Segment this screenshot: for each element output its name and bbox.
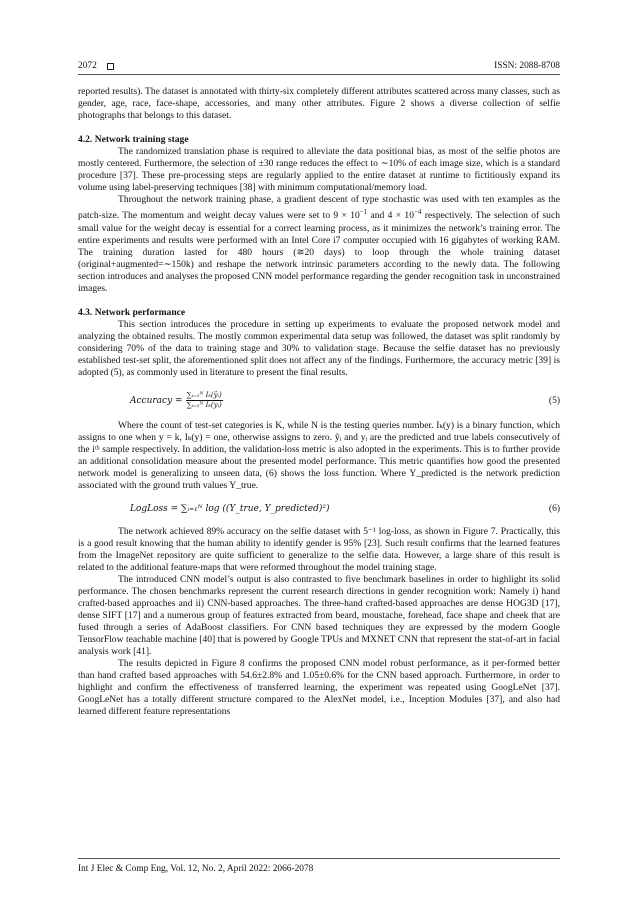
equation-6 (78, 503, 560, 515)
footer-rule (78, 858, 560, 859)
journal-footer: Int J Elec & Comp Eng, Vol. 12, No. 2, April 2022: 2066-2078 (78, 864, 314, 874)
equation-expression: LogLoss = ∑ᵢ₌₁ᴺ log ((Y_true, Y_predicted)²) (130, 504, 330, 515)
equation-number: (6) (548, 504, 560, 515)
paragraph: The results depicted in Figure 8 confirms the proposed CNN model robust performance, as it per-formed better than hand crafted based approaches with 54.6±2.8% and 1.05±0.6% for the CNN based approach. Furthermore, in order to highlight and confirm the effectiveness of transferred learning, the experiment was repeated using GoogLeNet [37]. GoogLeNet has a totally different structure compared to the AlexNet model, i.e., Inception Modules [37], and also had learned different feature representations (78, 658, 560, 718)
equation-denominator: ∑ᵢ₌₁ᴺ Iₖ(yᵢ) (186, 401, 222, 410)
equation-numerator: ∑ᵢ₌₁ᴺ Iₖ(ŷᵢ) (186, 391, 222, 400)
header-rule (78, 74, 560, 75)
paragraph: Throughout the network training phase, a gradient descent of type stochastic was used with ten examples as the patch-size. The momentum and weight decay values were set to $9 \times 10^{-1}$ and $4 \times 10^{-4}$ respectively. The selection of such small value for the weight decay is essential for a correct learning process, as it minimizes the network’s training error. The entire experiments and results were performed with an Intel Core i7 computer occupied with 16 gigabytes of working RAM. The training duration lasted for 480 hours (≅20 days) to loop through the whole training dataset (original+augmented=∼150k) and reshape the network intrinsic parameters according to the newly data. The following section introduces and analyses the proposed CNN model performance regarding the gender recognition task in unconstrained images. (78, 194, 560, 294)
paragraph: The network achieved 89% accuracy on the selfie dataset with 5⁻¹ log-loss, as shown in Figure 7. Practically, this is a good result knowing that the human ability to identify gender is 95% [23]. Such result confirms that the learned features from the ImageNet repository are quite sufficient to generalize to the selfie data. However, a large share of this result is related to the additional feature-maps that were reformed throughout the model training stage. (78, 525, 560, 573)
checkbox-square-icon (107, 63, 114, 70)
paragraph: Where the count of test-set categories is K, while N is the testing queries number. Iₖ(y) is a binary function, which assigns to one when y = k, Iₖ(y) = one, otherwise assigns to zero. ŷᵢ and yᵢ are the predicted and true labels consecutively of the iᵗʰ sample respectively. In addition, the validation-loss metric is also adopted in the experiments. This is to further provide an additional consolidation measure about the presented model performance. This metric quantifies how good the presented network model is generalizing to unseen data, (6) shows the loss function. Where Y_predicted is the network prediction associated with the ground truth values Y_true. (78, 420, 560, 492)
article-body (78, 86, 560, 718)
section-heading: 4.2. Network training stage (78, 134, 189, 146)
paragraph: The introduced CNN model’s output is also contrasted to five benchmark baselines in order to highlight its solid performance. The chosen benchmarks represent the current research directions in gender recognition work: Namely i) hand crafted-based approaches and ii) CNN-based approaches. The three-hand crafted-based approaches are dense HOG3D [17], dense SIFT [17] and a numerous group of features extracted from beard, moustache, forehead, face shape and cheek that are fused through a series of AdaBoost classifiers. For CNN based techniques they are expressed by the modern Google TensorFlow teachable machine [40] that is powered by Google TPUs and MXNET CNN that represent the stat-of-art in facial analysis work [41]. (78, 573, 560, 657)
paragraph: This section introduces the procedure in setting up experiments to evaluate the proposed network model and analyzing the obtained results. The mostly common experimental data setup was followed, the dataset was split randomly by considering 70% of the data to training stage and 30% to validation stage. Because the selfie dataset has no previously established test-set split, the aforementioned split does not affect any of the findings. Furthermore, the accuracy metric [39] is adopted (5), as commonly used in literature to present the final results. (78, 318, 560, 379)
page-number: 2072 (78, 61, 97, 71)
issn-label: ISSN: 2088-8708 (494, 61, 560, 71)
section-heading: 4.3. Network performance (78, 306, 186, 318)
equation-lhs: Accuracy = (130, 395, 183, 406)
page-header (78, 57, 560, 71)
equation-fraction (186, 391, 223, 410)
paragraph: reported results). The dataset is annotated with thirty-six completely different attributes scattered across many classes, such as gender, age, race, face-shape, accessories, and many other attributes. Figure 2 shows a diverse collection of selfie photographs that belongs to this dataset. (78, 86, 560, 122)
equation-number: (5) (548, 395, 560, 406)
equation-5 (78, 391, 560, 410)
paragraph: The randomized translation phase is required to alleviate the data positional bias, as most of the selfie photos are mostly centered. Furthermore, the selection of ±30 range reduces the effect to ∼10% of each image size, which is a standard procedure [37]. These pre-processing steps are regularly applied to the entire dataset at runtime to fictitiously expand its volume using label-preserving techniques [38] with minimum computational/memory load. (78, 146, 560, 194)
